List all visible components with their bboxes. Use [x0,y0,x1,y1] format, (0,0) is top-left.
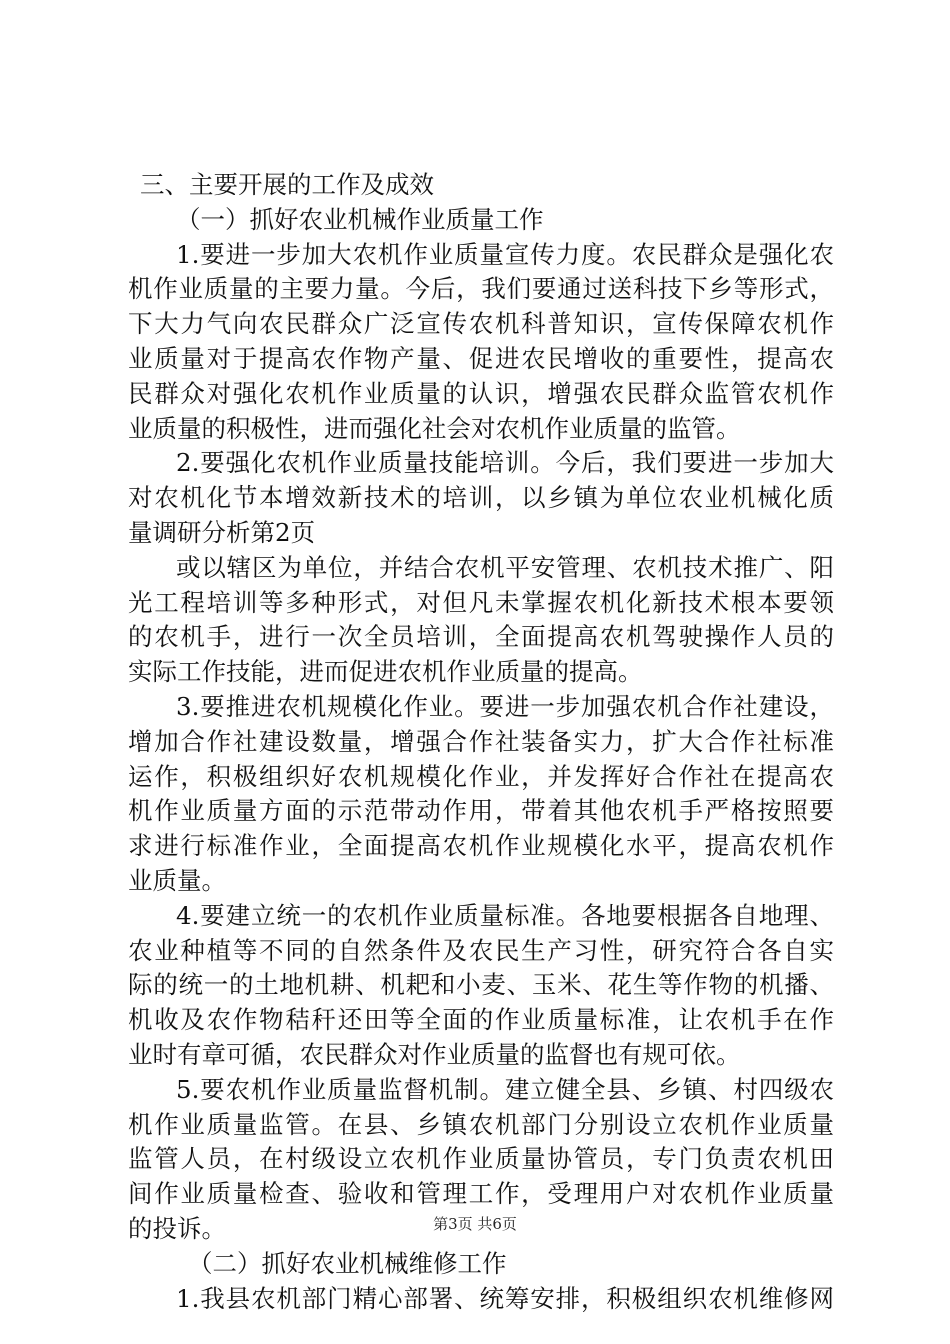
text-line: 实际工作技能，进而促进农机作业质量的提高。 [128,657,643,687]
text-line: 民群众对强化农机作业质量的认识，增强农民群众监管农机作 [128,378,834,408]
text-line: 农业种植等不同的自然条件及农民生产习性，研究符合各自实 [128,935,834,965]
text-line: 际的统一的土地机耕、机耙和小麦、玉米、花生等作物的机播、 [128,970,834,1000]
page-footer: 第3页 共6页 [433,1215,517,1233]
text-line: 业质量对于提高农作物产量、促进农民增收的重要性，提高农 [128,343,834,373]
text-line: 运作，积极组织好农机规模化作业，并发挥好合作社在提高农 [128,761,834,791]
paragraph-first-line: 1.我县农机部门精心部署、统筹安排，积极组织农机维修网 [176,1283,834,1313]
text-line: 监管人员，在村级设立农机作业质量协管员，专门负责农机田 [128,1144,834,1174]
text-line: 机作业质量的主要力量。今后，我们要通过送科技下乡等形式， [128,274,834,304]
subsection-heading: （一）抓好农业机械作业质量工作 [176,204,544,234]
text-line: 间作业质量检查、验收和管理工作，受理用户对农机作业质量 [128,1179,834,1209]
text-line: 的投诉。 [128,1213,226,1243]
text-line: 对农机化节本增效新技术的培训，以乡镇为单位农业机械化质 [128,483,834,513]
subsection-heading: （二）抓好农业机械维修工作 [188,1248,507,1278]
text-line: 机作业质量监管。在县、乡镇农机部门分别设立农机作业质量 [128,1109,834,1139]
text-line: 业质量的积极性，进而强化社会对农机作业质量的监管。 [128,413,741,443]
text-line: 业质量。 [128,865,226,895]
text-line: 量调研分析第2页 [128,517,316,547]
document-body [128,168,834,1316]
paragraph-first-line: 2.要强化农机作业质量技能培训。今后，我们要进一步加大 [176,448,834,478]
text-line: 机作业质量方面的示范带动作用，带着其他农机手严格按照要 [128,796,834,826]
paragraph-first-line: 1.要进一步加大农机作业质量宣传力度。农民群众是强化农 [176,239,834,269]
paragraph-first-line: 5.要农机作业质量监督机制。建立健全县、乡镇、村四级农 [176,1074,834,1104]
paragraph-first-line: 4.要建立统一的农机作业质量标准。各地要根据各自地理、 [176,900,834,930]
text-line: 的农机手，进行一次全员培训，全面提高农机驾驶操作人员的 [128,622,834,652]
text-line: 增加合作社建设数量，增强合作社装备实力，扩大合作社标准 [128,726,834,756]
section-heading: 三、主要开展的工作及成效 [140,170,434,199]
paragraph-first-line: 3.要推进农机规模化作业。要进一步加强农机合作社建设， [176,691,834,721]
text-line: 机收及农作物秸秆还田等全面的作业质量标准，让农机手在作 [128,1005,834,1035]
text-line: 光工程培训等多种形式，对但凡未掌握农机化新技术根本要领 [128,587,834,617]
text-line: 下大力气向农民群众广泛宣传农机科普知识，宣传保障农机作 [128,309,834,339]
paragraph-first-line: 或以辖区为单位，并结合农机平安管理、农机技术推广、阳 [176,552,834,582]
text-line: 求进行标准作业，全面提高农机作业规模化水平，提高农机作 [128,831,834,861]
text-line: 业时有章可循，农民群众对作业质量的监督也有规可依。 [128,1039,741,1069]
